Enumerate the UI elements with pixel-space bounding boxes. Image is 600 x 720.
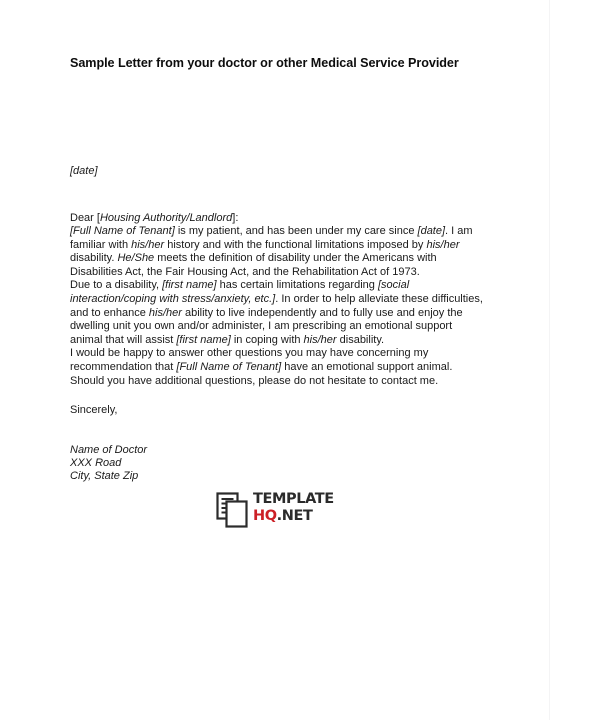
text-segment: history and with the functional limitations imposed by <box>164 238 427 251</box>
placeholder-tenant-name: [Full Name of Tenant] <box>176 360 282 373</box>
paragraph-three <box>70 347 486 388</box>
text-segment: I would be happy to answer other questions you may have concerning my recommendation that <box>70 347 429 373</box>
signature-street: XXX Road <box>70 456 122 469</box>
placeholder-first-name: [first name] <box>176 333 231 346</box>
documents-stack-icon <box>216 492 252 528</box>
signature-name: Name of Doctor <box>70 443 148 456</box>
templatehq-watermark-logo <box>216 490 334 532</box>
signature-city-state-zip: City, State Zip <box>70 470 139 483</box>
text-segment: in coping with <box>230 333 304 346</box>
text-segment: . I am familiar with <box>70 225 473 251</box>
placeholder-pronoun: his/her <box>303 333 337 346</box>
letter-body <box>70 165 486 483</box>
placeholder-pronoun: his/her <box>131 238 165 251</box>
text-segment: disability. <box>70 252 118 265</box>
logo-template-text: TEMPLATE <box>253 491 334 507</box>
text-segment: meets the definition of disability under the Americans with Disabilities Act, the Fair Housing Act, and the Rehabilitation Act of 1973. <box>70 252 437 278</box>
salutation-line <box>70 212 486 226</box>
text-segment: disability. <box>336 333 385 346</box>
text-segment: . In order to help alleviate these difficulties, and to enhance <box>70 292 483 319</box>
salutation-suffix: ]: <box>232 211 239 224</box>
logo-wordmark <box>253 491 334 531</box>
page-edge <box>549 0 550 720</box>
date-line: [date] <box>70 165 98 177</box>
text-segment: have an emotional support animal. Should you have additional questions, please do not hesitate to contact me. <box>70 360 453 387</box>
logo-net-text: .NET <box>276 508 313 524</box>
logo-hq-text: HQ <box>253 508 277 524</box>
page-title: Sample Letter from your doctor or other Medical Service Provider <box>70 56 459 70</box>
placeholder-tenant-name: [Full Name of Tenant] <box>70 225 175 237</box>
placeholder-pronoun: He/She <box>117 252 155 265</box>
salutation-placeholder: Housing Authority/Landlord <box>99 211 233 224</box>
salutation-prefix: Dear [ <box>70 211 100 224</box>
signature-block <box>70 444 486 484</box>
text-segment: Due to a disability, <box>70 279 163 292</box>
placeholder-pronoun: his/her <box>148 306 182 319</box>
closing-line: Sincerely, <box>70 404 118 417</box>
placeholder-date: [date] <box>417 225 446 237</box>
placeholder-pronoun: his/her <box>426 238 460 251</box>
paragraph-two <box>70 279 486 347</box>
placeholder-first-name: [first name] <box>162 279 217 292</box>
placeholder-limitations: [social interaction/coping with stress/anxiety, etc.] <box>70 279 410 305</box>
logo-hq-net-text <box>253 508 329 524</box>
text-segment: is my patient, and has been under my care since <box>174 225 418 237</box>
paragraph-one <box>70 225 486 279</box>
text-segment: has certain limitations regarding <box>216 279 378 292</box>
text-segment: ability to live independently and to fully use and enjoy the dwelling unit you own and/or administer, I am prescribing an emotional support animal that will assist <box>70 306 463 346</box>
